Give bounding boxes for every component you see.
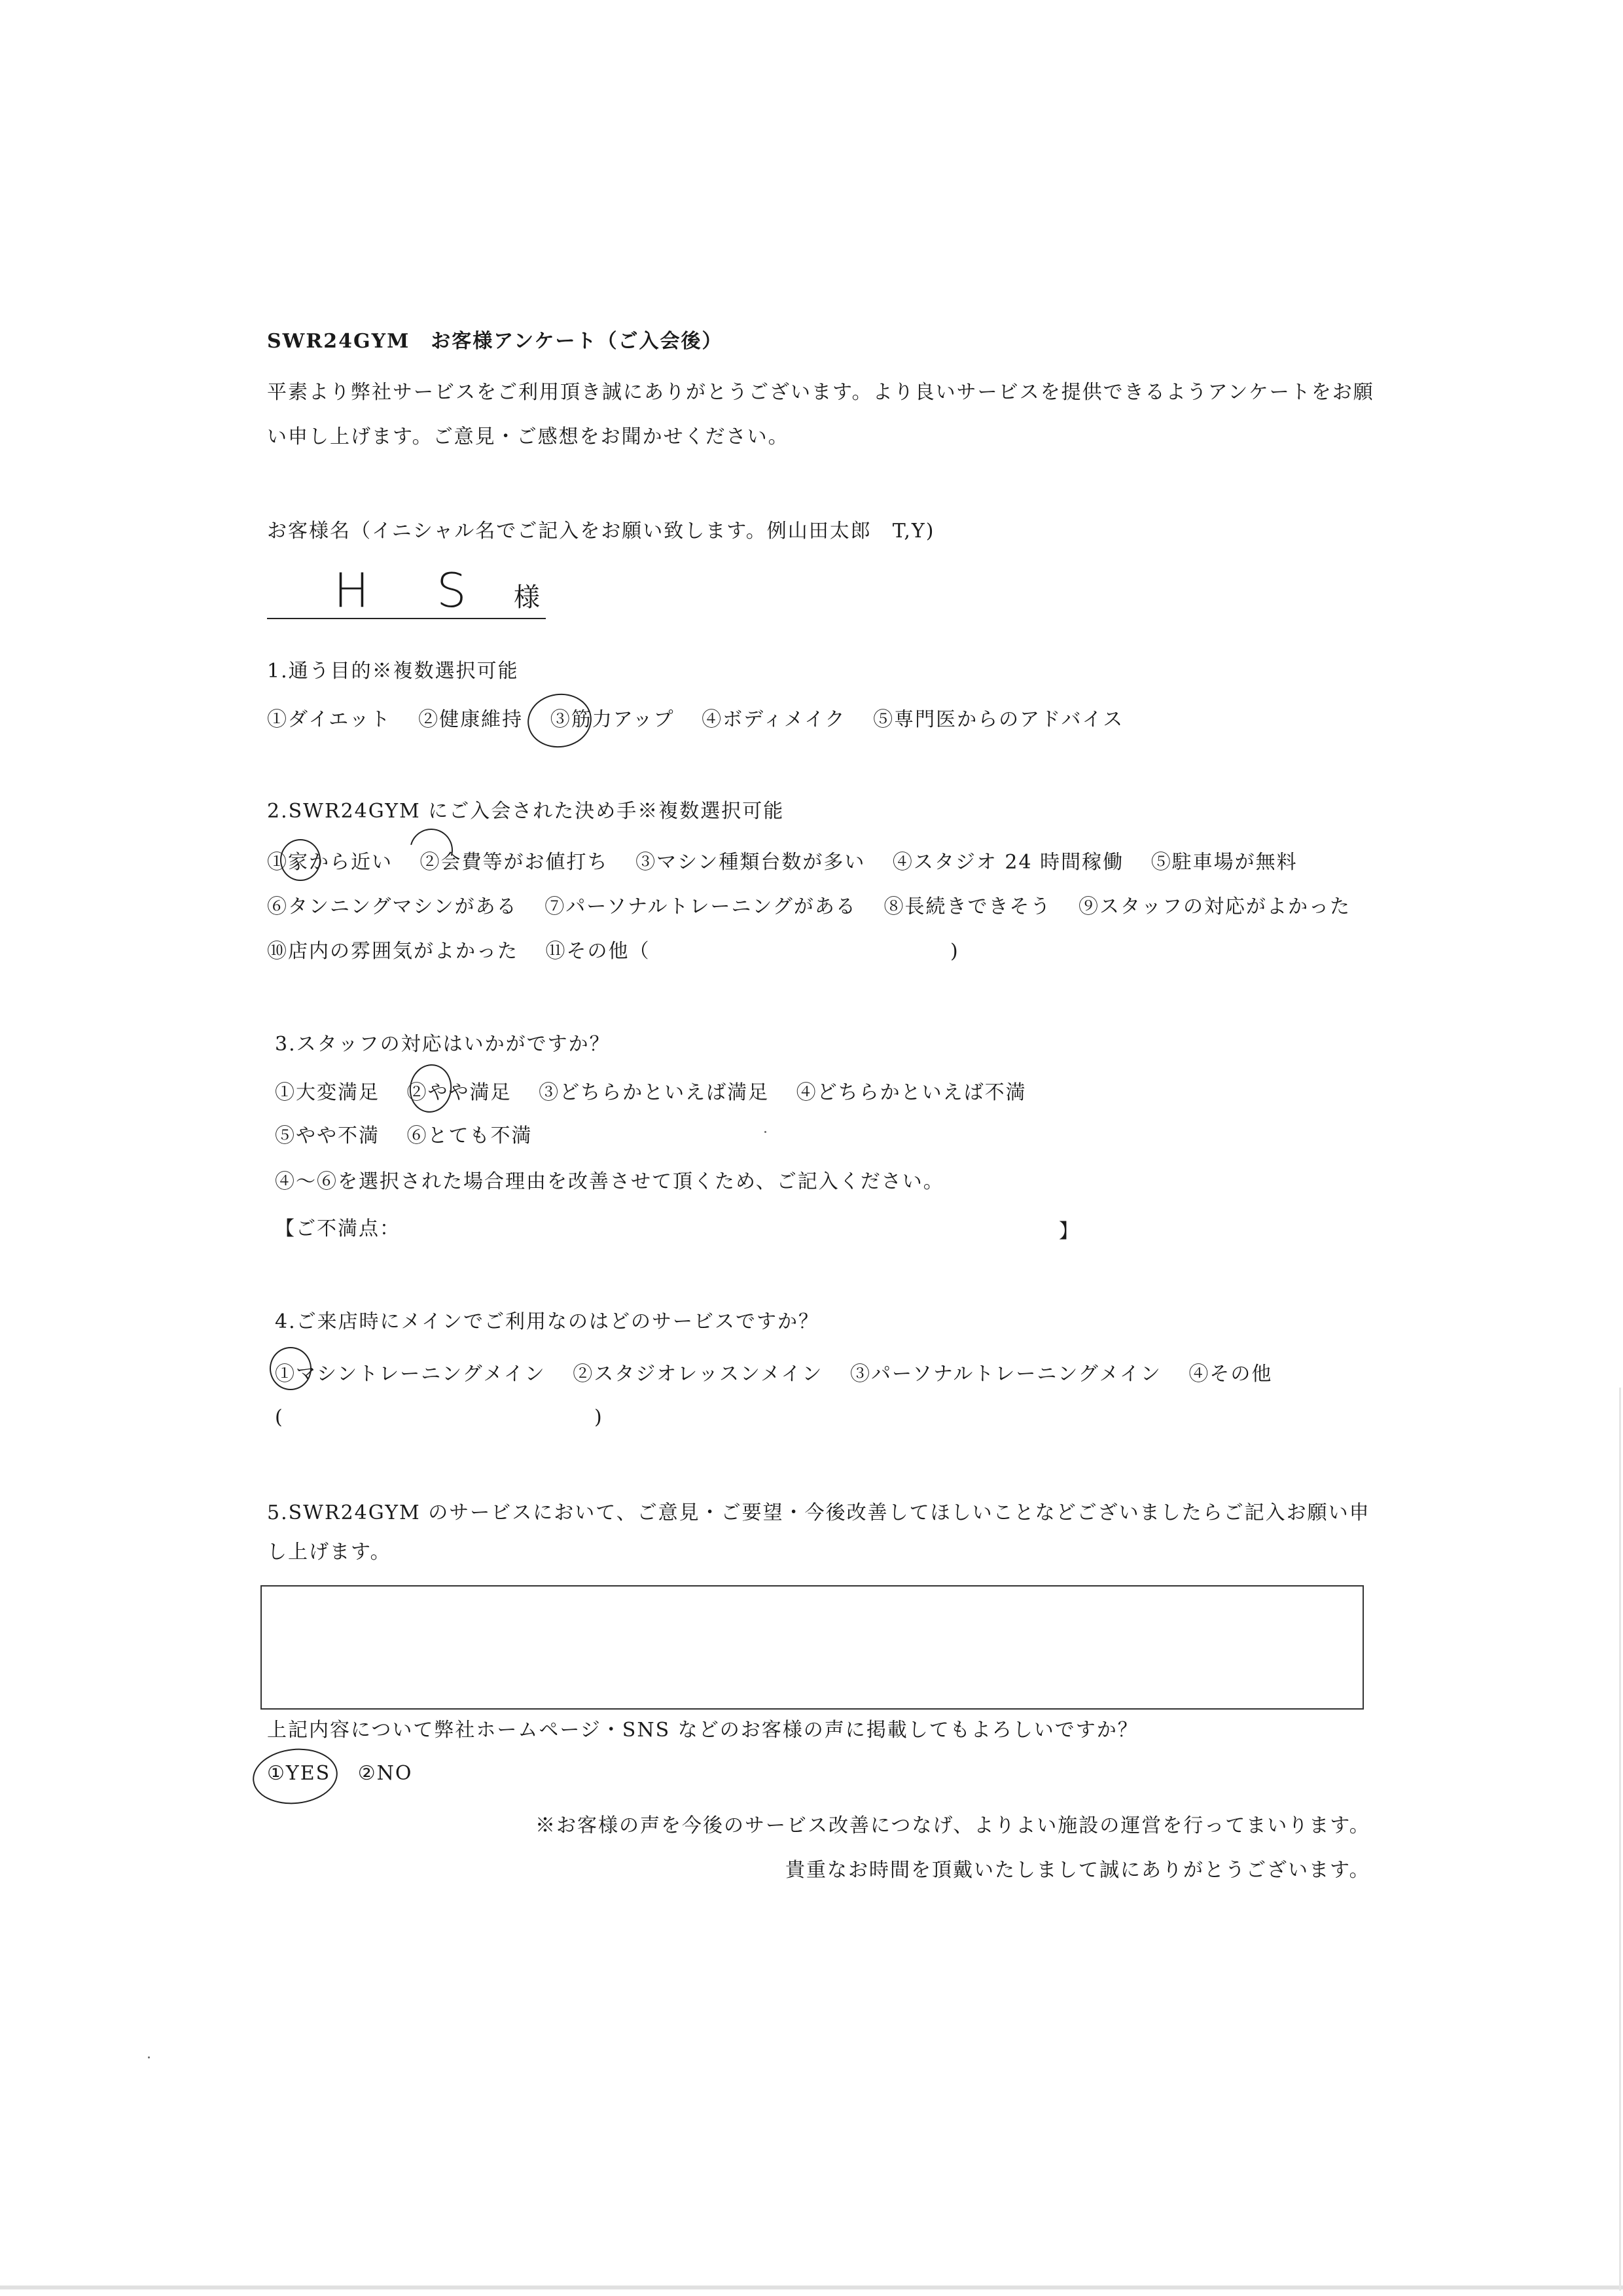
q3-option-5[interactable]: ⑤やや不満: [275, 1124, 380, 1147]
q2-option-8[interactable]: ⑧長続きできそう: [883, 895, 1052, 918]
q4-other-close: ): [594, 1406, 603, 1429]
q2-option-2[interactable]: ②会費等がお値打ち: [419, 851, 609, 874]
q3-options-row-1: [275, 1080, 1046, 1106]
q1-options: [267, 707, 1143, 733]
stray-mark: [764, 1131, 766, 1133]
customer-honorific: 様: [514, 583, 541, 613]
q2-option-6[interactable]: ⑥タンニングマシンがある: [267, 895, 518, 918]
q4-title: 4.ご来店時にメインでご利用なのはどのサービスですか？: [275, 1310, 820, 1333]
scan-right-edge: [1619, 1388, 1621, 2291]
q4-option-2[interactable]: ②スタジオレッスンメイン: [573, 1363, 823, 1386]
q2-option-4[interactable]: ④スタジオ 24 時間稼働: [892, 851, 1124, 874]
q2-option-7[interactable]: ⑦パーソナルトレーニングがある: [544, 895, 857, 918]
q4-options: [275, 1361, 1292, 1388]
footer-line-2: 貴重なお時間を頂戴いたしまして誠にありがとうございます。: [785, 1859, 1370, 1882]
q2-other-close: ): [950, 940, 959, 963]
customer-name-value[interactable]: H S: [334, 563, 493, 618]
customer-name-label: お客様名（イニシャル名でご記入をお願い致します。例山田太郎 T,Y): [267, 520, 935, 543]
intro-line-1: 平素より弊社サービスをご利用頂き誠にありがとうございます。より良いサービスを提供できるようアンケートをお願: [267, 381, 1374, 404]
survey-title: SWR24GYM お客様アンケート（ご入会後）: [267, 330, 723, 353]
q2-option-5[interactable]: ⑤駐車場が無料: [1150, 851, 1298, 874]
q2-option-1[interactable]: ①家から近い: [267, 851, 393, 874]
q3-option-2[interactable]: ②やや満足: [406, 1081, 512, 1104]
q1-selection-circle: [524, 690, 595, 752]
q1-option-3[interactable]: ③筋力アップ: [550, 708, 675, 731]
q1-title: 1.通う目的※複数選択可能: [267, 660, 519, 683]
q2-option-3[interactable]: ③マシン種類台数が多い: [635, 851, 866, 874]
customer-name-underline: [267, 618, 546, 619]
q3-option-1[interactable]: ①大変満足: [275, 1081, 380, 1104]
q3-complaint-close: 】: [1059, 1220, 1080, 1243]
q1-option-5[interactable]: ⑤専門医からのアドバイス: [873, 708, 1124, 731]
q1-option-1[interactable]: ①ダイエット: [267, 708, 391, 731]
q3-title: 3.スタッフの対応はいかがですか？: [275, 1033, 611, 1056]
q2-option-10[interactable]: ⑩店内の雰囲気がよかった: [267, 940, 518, 963]
intro-line-2: い申し上げます。ご意見・ご感想をお聞かせください。: [267, 425, 789, 448]
q2-options-row-3: [267, 939, 670, 965]
q4-other-open: (: [275, 1406, 284, 1429]
scan-speck: [148, 2056, 150, 2058]
footer-line-1: ※お客様の声を今後のサービス改善につなげ、よりよい施設の運営を行ってまいります。: [535, 1814, 1370, 1837]
q3-option-6[interactable]: ⑥とても不満: [406, 1124, 533, 1147]
q1-option-4[interactable]: ④ボディメイク: [702, 708, 846, 731]
q3-options-row-2: [275, 1123, 552, 1149]
q4-option-3[interactable]: ③パーソナルトレーニングメイン: [850, 1363, 1162, 1386]
q3-complaint-label: 【ご不満点：: [275, 1217, 401, 1240]
q4-option-4[interactable]: ④その他: [1188, 1363, 1273, 1386]
scan-bottom-edge: [0, 2286, 1623, 2289]
q3-selection-circle: [406, 1061, 455, 1116]
q3-note: ④～⑥を選択された場合理由を改善させて頂くため、ご記入ください。: [275, 1170, 944, 1193]
q4-option-1[interactable]: ①マシントレーニングメイン: [275, 1363, 546, 1386]
q2-title: 2.SWR24GYM にご入会された決め手※複数選択可能: [267, 800, 785, 823]
publish-option-no[interactable]: ②NO: [357, 1762, 413, 1785]
publish-selection-circle: [250, 1744, 340, 1808]
q5-title-line-2: し上げます。: [267, 1541, 391, 1564]
q2-selection-circle-1: [280, 839, 321, 881]
q4-selection-circle: [270, 1347, 312, 1390]
publish-option-yes[interactable]: ①YES: [267, 1762, 331, 1785]
q2-option-9[interactable]: ⑨スタッフの対応がよかった: [1079, 895, 1351, 918]
q5-title-line-1: 5.SWR24GYM のサービスにおいて、ご意見・ご要望・今後改善してほしいことなどございましたらご記入お願い申: [267, 1501, 1370, 1524]
publish-question: 上記内容について弊社ホームページ・SNS などのお客様の声に掲載してもよろしいですか？: [267, 1719, 1139, 1742]
q3-option-3[interactable]: ③どちらかといえば満足: [539, 1081, 770, 1104]
q5-comment-box[interactable]: [260, 1585, 1364, 1710]
q2-options-row-2: [267, 894, 1370, 920]
q2-option-11[interactable]: ⑪その他（: [545, 940, 651, 963]
q3-option-4[interactable]: ④どちらかといえば不満: [796, 1081, 1027, 1104]
q1-option-2[interactable]: ②健康維持: [418, 708, 524, 731]
